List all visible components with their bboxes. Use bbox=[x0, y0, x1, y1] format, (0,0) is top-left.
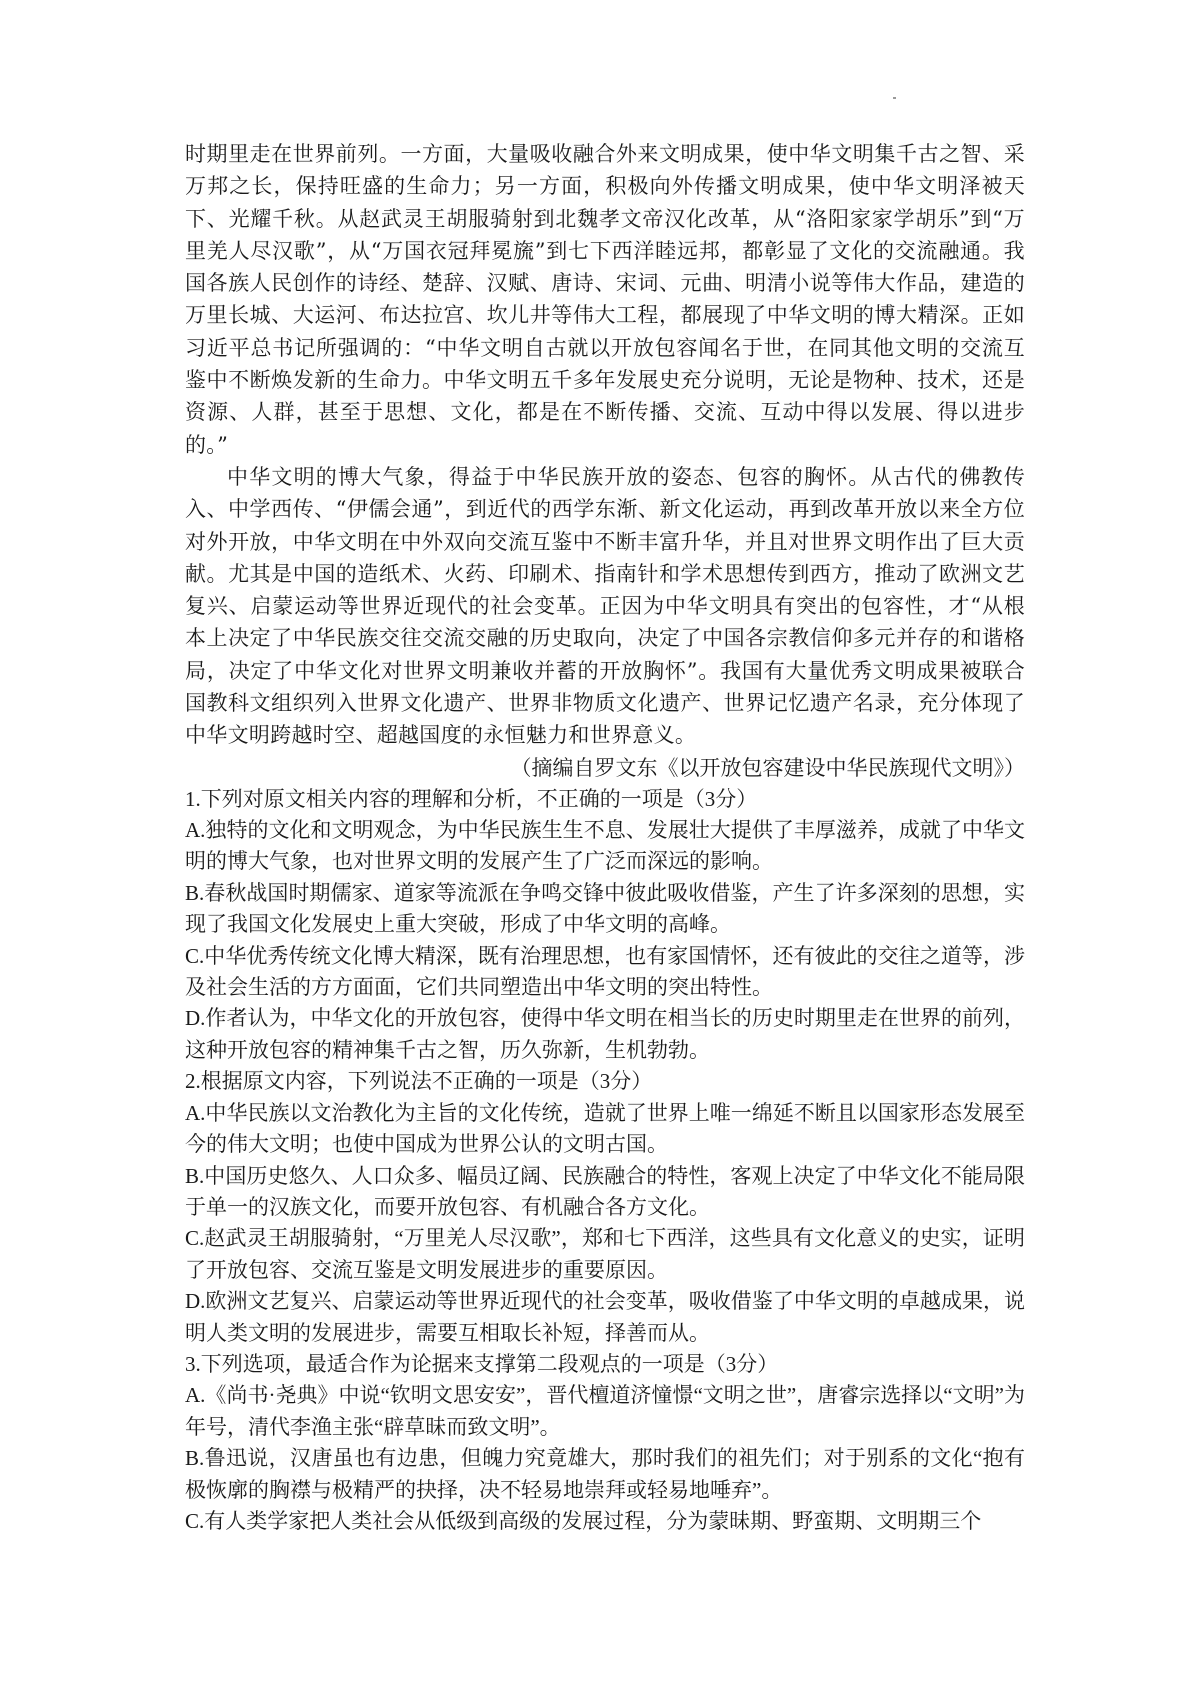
option-b: B.中国历史悠久、人口众多、幅员辽阔、民族融合的特性，客观上决定了中华文化不能局限于单一的汉族文化，而要开放包容、有机融合各方文化。 bbox=[185, 1163, 1025, 1219]
option-b: B.鲁迅说，汉唐虽也有边患，但魄力究竟雄大，那时我们的祖先们；对于别系的文化“抱有极恢廓的胸襟与极精严的抉择，决不轻易地崇拜或轻易地唾弃”。 bbox=[185, 1446, 1025, 1502]
question-stem: 2.根据原文内容，下列说法不正确的一项是（3分） bbox=[185, 1069, 653, 1094]
passage-paragraph-1: 时期里走在世界前列。一方面，大量吸收融合外来文明成果，使中华文明集千古之智、采万邦之长，保持旺盛的生命力；另一方面，积极向外传播文明成果，使中华文明泽被天下、光耀千秋。从赵武灵王胡服骑射到北魏孝文帝汉化改革，从“洛阳家家学胡乐”到“万里羌人尽汉歌”，从“万国衣冠拜冕旒”到七下西洋睦远邦，都彰显了文化的交流融通。我国各族人民创作的诗经、楚辞、汉赋、唐诗、宋词、元曲、明清小说等伟大作品，建造的万里长城、大运河、布达拉宫、坎儿井等伟大工程，都展现了中华文明的博大精深。正如习近平总书记所强调的：“中华文明自古就以开放包容闻名于世，在同其他文明的交流互鉴中不断焕发新的生命力。中华文明五千多年发展史充分说明，无论是物种、技术，还是资源、人群，甚至于思想、文化，都是在不断传播、交流、互动中得以发展、得以进步的。” bbox=[185, 142, 1025, 457]
passage-source: （摘编自罗文东《以开放包容建设中华民族现代文明》） bbox=[510, 755, 1025, 780]
passage-paragraph-2: 中华文明的博大气象，得益于中华民族开放的姿态、包容的胸怀。从古代的佛教传入、中学西传、“伊儒会通”，到近代的西学东渐、新文化运动，再到改革开放以来全方位对外开放，中华文明在中外双向交流互鉴中不断丰富升华，并且对世界文明作出了巨大贡献。尤其是中国的造纸术、火药、印刷术、指南针和学术思想传到西方，推动了欧洲文艺复兴、启蒙运动等世界近现代的社会变革。正因为中华文明具有突出的包容性，才“从根本上决定了中华民族交往交流交融的历史取向，决定了中国各宗教信仰多元并存的和谐格局，决定了中华文化对世界文明兼收并蓄的开放胸怀”。我国有大量优秀文明成果被联合国教科文组织列入世界文化遗产、世界非物质文化遗产、世界记忆遗产名录，充分体现了中华文明跨越时空、超越国度的永恒魅力和世界意义。 bbox=[185, 464, 1025, 748]
reading-passage bbox=[185, 138, 1025, 752]
option-d: D.作者认为，中华文化的开放包容，使得中华文明在相当长的历史时期里走在世界的前列，这种开放包容的精神集千古之智，历久弥新，生机勃勃。 bbox=[185, 1006, 1025, 1062]
question-stem: 3.下列选项，最适合作为论据来支撑第二段观点的一项是（3分） bbox=[185, 1351, 779, 1376]
question-stem: 1.下列对原文相关内容的理解和分析，不正确的一项是（3分） bbox=[185, 786, 758, 811]
question-2 bbox=[185, 1066, 1025, 1349]
question-list bbox=[185, 784, 1025, 1538]
question-1 bbox=[185, 784, 1025, 1067]
option-a: A.《尚书·尧典》中说“钦明文思安安”，晋代檀道济憧憬“文明之世”，唐睿宗选择以“文明”为年号，清代李渔主张“辟草昧而致文明”。 bbox=[185, 1383, 1025, 1439]
option-c: C.赵武灵王胡服骑射，“万里羌人尽汉歌”，郑和七下西洋，这些具有文化意义的史实，证明了开放包容、交流互鉴是文明发展进步的重要原因。 bbox=[185, 1226, 1025, 1282]
option-a: A.独特的文化和文明观念，为中华民族生生不息、发展壮大提供了丰厚滋养，成就了中华文明的博大气象，也对世界文明的发展产生了广泛而深远的影响。 bbox=[185, 818, 1025, 874]
option-c: C.中华优秀传统文化博大精深，既有治理思想，也有家国情怀，还有彼此的交往之道等，涉及社会生活的方方面面，它们共同塑造出中华文明的突出特性。 bbox=[185, 943, 1025, 1000]
question-3 bbox=[185, 1349, 1025, 1537]
scan-speck bbox=[893, 97, 896, 99]
option-b: B.春秋战国时期儒家、道家等流派在争鸣交锋中彼此吸收借鉴，产生了许多深刻的思想，实现了我国文化发展史上重大突破，形成了中华文明的高峰。 bbox=[185, 880, 1025, 937]
option-a: A.中华民族以文治教化为主旨的文化传统，造就了世界上唯一绵延不断且以国家形态发展至今的伟大文明；也使中国成为世界公认的文明古国。 bbox=[185, 1100, 1025, 1157]
option-c: C.有人类学家把人类社会从低级到高级的发展过程，分为蒙昧期、野蛮期、文明期三个 bbox=[185, 1508, 982, 1533]
exam-page bbox=[185, 138, 1025, 1537]
option-d: D.欧洲文艺复兴、启蒙运动等世界近现代的社会变革，吸收借鉴了中华文明的卓越成果，说明人类文明的发展进步，需要互相取长补短，择善而从。 bbox=[185, 1289, 1025, 1345]
